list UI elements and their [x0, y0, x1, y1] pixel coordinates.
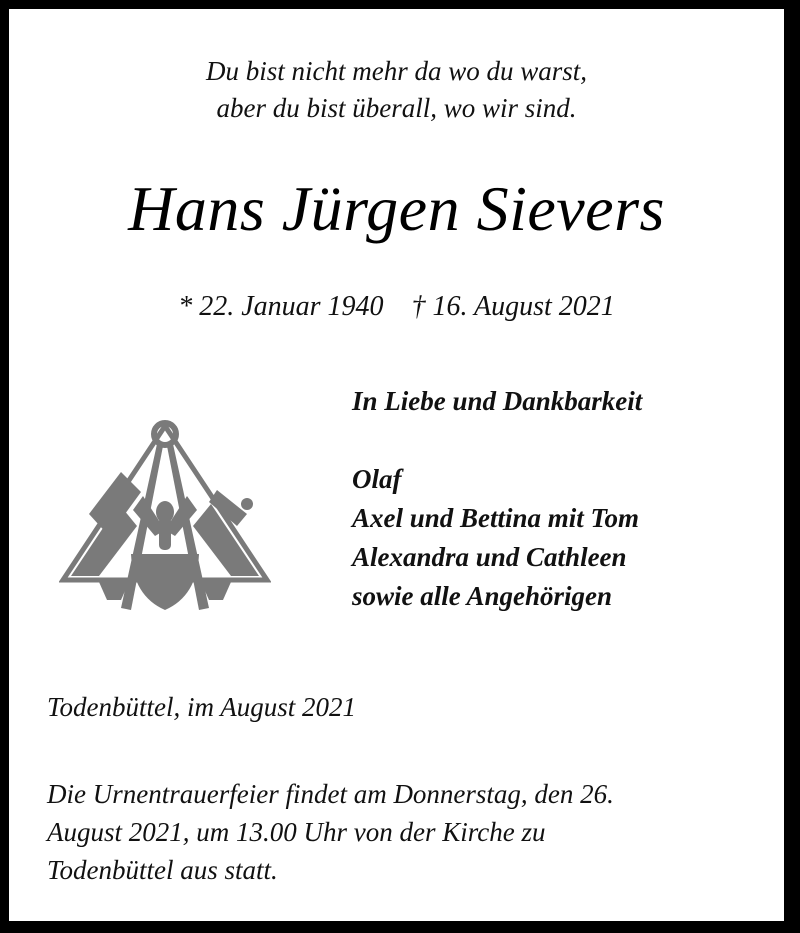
funeral-notice-line-2: August 2021, um 13.00 Uhr von der Kirche zu	[47, 817, 546, 847]
mourner-name: Alexandra und Cathleen	[352, 542, 627, 572]
mourners-spacer	[352, 421, 772, 460]
mourner-name: Olaf	[352, 464, 402, 494]
deceased-name: Hans Jürgen Sievers	[128, 173, 665, 244]
obituary-notice	[9, 9, 784, 921]
funeral-notice-line-3: Todenbüttel aus statt.	[47, 855, 278, 885]
funeral-notice	[47, 775, 767, 889]
motto-line-2: aber du bist überall, wo wir sind.	[216, 93, 577, 123]
mourner-name: Axel und Bettina mit Tom	[352, 503, 640, 533]
motto	[9, 53, 784, 127]
life-dates	[9, 290, 784, 324]
mourners-block	[352, 382, 772, 616]
mourners-heading: In Liebe und Dankbarkeit	[352, 386, 643, 416]
death-date: † 16. August 2021	[411, 291, 615, 322]
funeral-notice-line-1: Die Urnentrauerfeier findet am Donnerstag, den 26.	[47, 779, 614, 809]
place-date: Todenbüttel, im August 2021	[47, 692, 357, 722]
motto-line-1: Du bist nicht mehr da wo du warst,	[205, 56, 588, 86]
birth-date: * 22. Januar 1940	[178, 291, 384, 322]
mourner-name: sowie alle Angehörigen	[352, 581, 613, 611]
masonry-tools-emblem-icon	[59, 414, 271, 614]
